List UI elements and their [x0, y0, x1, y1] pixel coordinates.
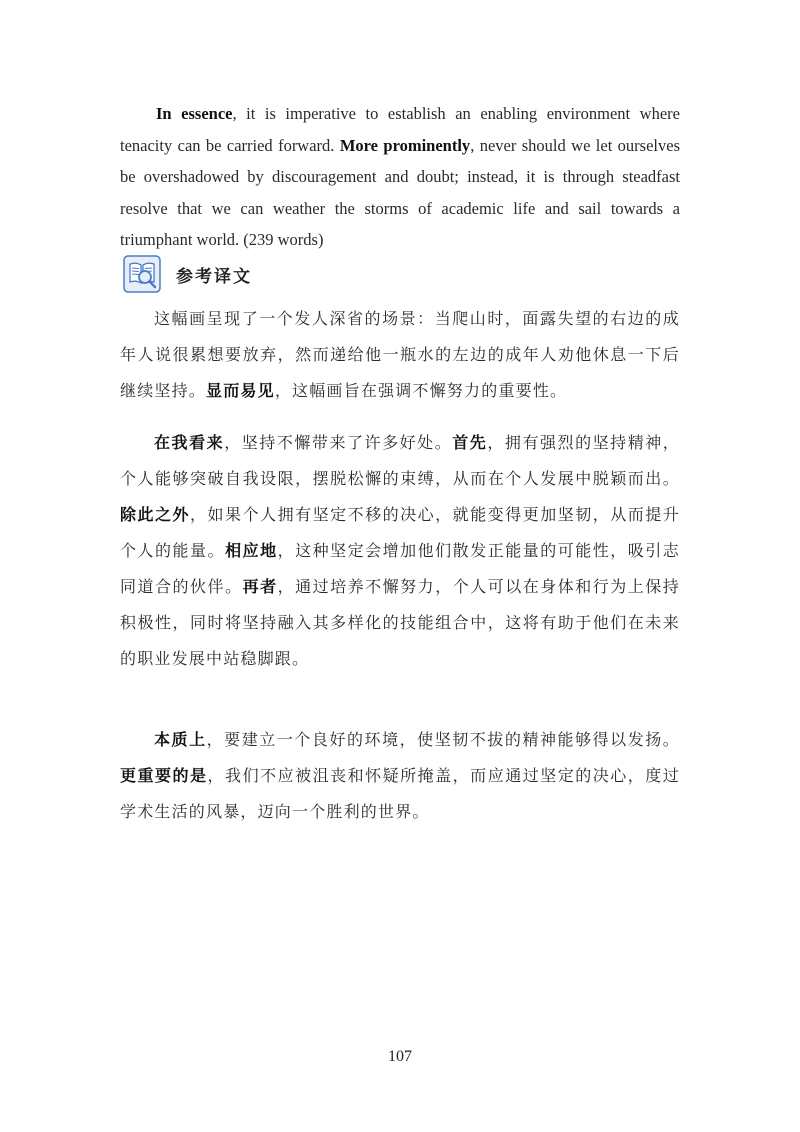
section-title: 参考译文	[176, 266, 252, 287]
paragraph-text: 这幅画呈现了一个发人深省的场景：当爬山时，面露失望的右边的成年人说很累想要放弃，然而递给他一瓶水的左边的成年人劝他休息一下后继续坚持。	[120, 309, 680, 400]
bold-phrase: In essence	[156, 104, 233, 123]
paragraph-text: ，通过培养不懈努力，个人可以在身体和行为上保持积极性，同时将坚持融入其多样化的技能组合中，这将有助于他们在未来的职业发展中站稳脚跟。	[120, 577, 681, 668]
translation-paragraph-2	[120, 425, 680, 677]
bold-phrase: 再者	[242, 577, 278, 596]
paragraph-text: ，拥有强烈的坚持精神，个人能够突破自我设限，摆脱松懈的束缚，从而在个人发展中脱颖而出。	[120, 433, 680, 488]
page-number: 107	[388, 1048, 412, 1065]
translation-heading	[122, 252, 252, 296]
paragraph-text: ，如果个人拥有坚定不移的决心，就能变得更加坚韧，从而提升个人的能量。	[120, 505, 680, 560]
bold-phrase: 除此之外	[120, 505, 191, 524]
translation-paragraph-1	[120, 301, 680, 409]
paragraph-text: , it is imperative to establish an enabling environment where tenacity can be carried forward.	[120, 104, 680, 155]
paragraph-text: ，要建立一个良好的环境，使坚韧不拔的精神能够得以发扬。	[206, 730, 680, 749]
bold-phrase: 相应地	[225, 541, 278, 560]
bold-phrase: 本质上	[154, 730, 207, 749]
translation-paragraph-3	[120, 722, 680, 830]
paragraph-text: ，我们不应被沮丧和怀疑所掩盖，而应通过坚定的决心，度过学术生活的风暴，迈向一个胜利的世界。	[120, 766, 680, 821]
bold-phrase: 显而易见	[206, 381, 275, 400]
english-essay-closing-paragraph	[120, 98, 680, 256]
book-magnifier-icon	[122, 254, 162, 294]
paragraph-text: ，坚持不懈带来了许多好处。	[224, 433, 453, 452]
paragraph-text: , never should we let ourselves be overshadowed by discouragement and doubt; instead, it is through steadfast resolve that we can weather the storms of academic life and sail towards a triumphant world. (239 words)	[120, 135, 680, 249]
bold-phrase: More prominently	[339, 135, 471, 155]
bold-phrase: 更重要的是	[120, 766, 208, 785]
bold-phrase: 首先	[452, 433, 488, 452]
paragraph-text: ，这幅画旨在强调不懈努力的重要性。	[274, 381, 568, 400]
bold-phrase: 在我看来	[154, 433, 225, 452]
paragraph-text: ，这种坚定会增加他们散发正能量的可能性，吸引志同道合的伙伴。	[120, 541, 680, 596]
